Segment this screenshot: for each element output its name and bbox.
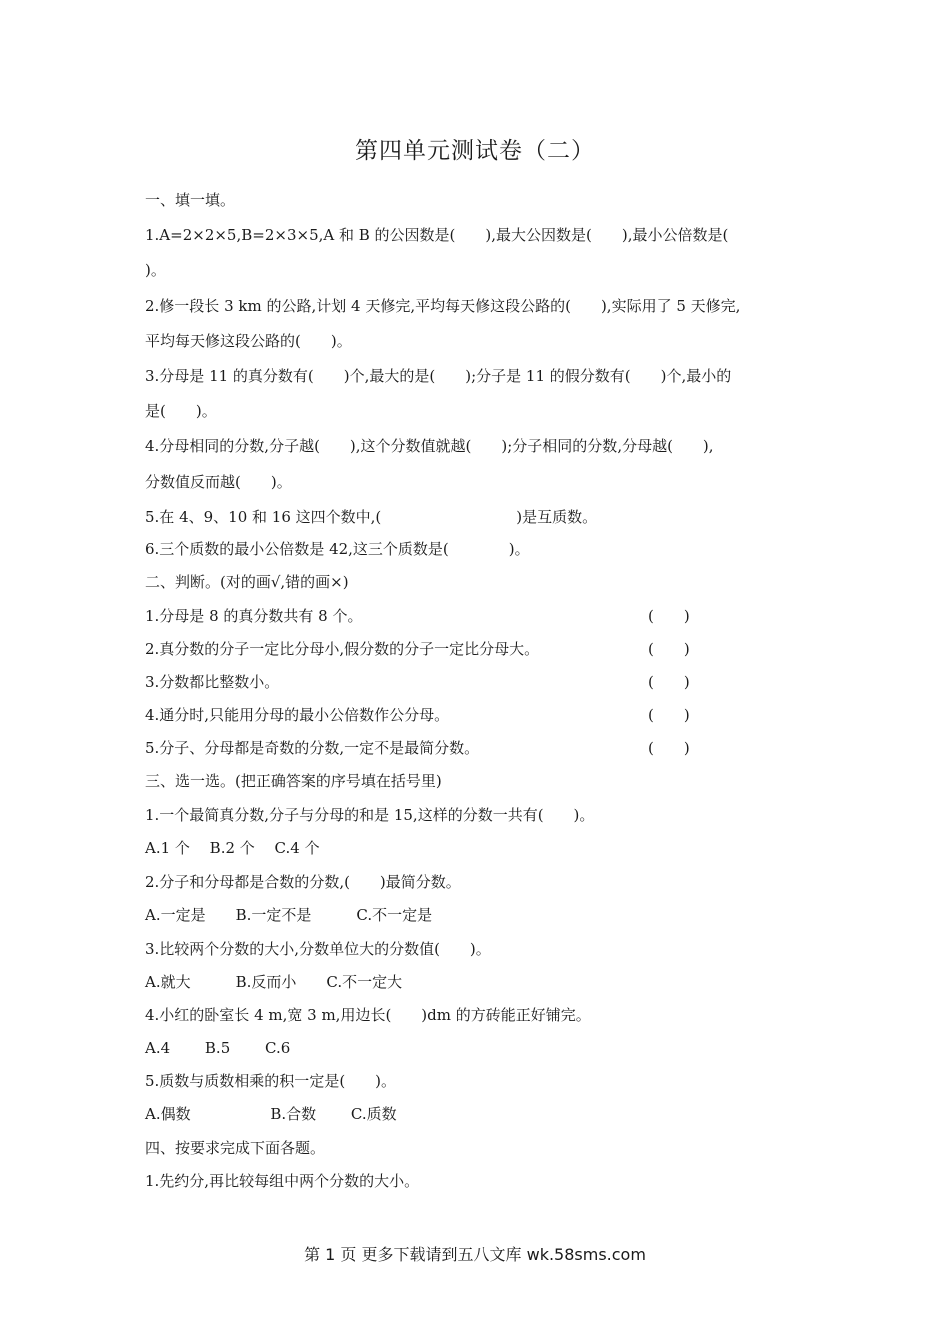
s3-q1: 1.一个最简真分数,分子与分母的和是 15,这样的分数一共有( )。 bbox=[145, 806, 595, 824]
s1-q1-line2: )。 bbox=[145, 261, 166, 279]
section3-heading: 三、选一选。(把正确答案的序号填在括号里) bbox=[145, 772, 442, 790]
s3-q1-options: A.1 个 B.2 个 C.4 个 bbox=[145, 839, 320, 857]
s3-q2: 2.分子和分母都是合数的分数,( )最简分数。 bbox=[145, 873, 461, 891]
s3-q5-options: A.偶数 B.合数 C.质数 bbox=[145, 1105, 397, 1123]
section1-heading: 一、填一填。 bbox=[145, 191, 236, 209]
s3-q2-options: A.一定是 B.一定不是 C.不一定是 bbox=[145, 906, 433, 924]
s2-item-5: 5.分子、分母都是奇数的分数,一定不是最简分数。 bbox=[145, 739, 480, 757]
s1-q2-line1: 2.修一段长 3 km 的公路,计划 4 天修完,平均每天修这段公路的( ),实际用了 5 天修完, bbox=[145, 297, 741, 315]
s1-q5: 5.在 4、9、10 和 16 这四个数中,( )是互质数。 bbox=[145, 508, 598, 526]
s1-q1-line1: 1.A=2×2×5,B=2×3×5,A 和 B 的公因数是( ),最大公因数是( ),最小公倍数是( bbox=[145, 226, 729, 244]
page-footer: 第 1 页 更多下载请到五八文库 wk.58sms.com bbox=[304, 1245, 646, 1264]
page-title: 第四单元测试卷（二） bbox=[355, 138, 595, 164]
s3-q3-options: A.就大 B.反而小 C.不一定大 bbox=[145, 973, 403, 991]
s1-q4-line2: 分数值反而越( )。 bbox=[145, 473, 292, 491]
s2-item-4: 4.通分时,只能用分母的最小公倍数作公分母。 bbox=[145, 706, 450, 724]
s1-q3-line1: 3.分母是 11 的真分数有( )个,最大的是( );分子是 11 的假分数有( )个,最小的 bbox=[145, 367, 732, 385]
s2-answer-paren-5: ( ) bbox=[648, 739, 690, 757]
s2-answer-paren-1: ( ) bbox=[648, 607, 690, 625]
s2-item-2: 2.真分数的分子一定比分母小,假分数的分子一定比分母大。 bbox=[145, 640, 540, 658]
s2-item-3: 3.分数都比整数小。 bbox=[145, 673, 280, 691]
s1-q4-line1: 4.分母相同的分数,分子越( ),这个分数值就越( );分子相同的分数,分母越( ), bbox=[145, 437, 714, 455]
s2-answer-paren-4: ( ) bbox=[648, 706, 690, 724]
s2-answer-paren-2: ( ) bbox=[648, 640, 690, 658]
section4-heading: 四、按要求完成下面各题。 bbox=[145, 1139, 326, 1157]
s2-item-1: 1.分母是 8 的真分数共有 8 个。 bbox=[145, 607, 363, 625]
s4-q1: 1.先约分,再比较每组中两个分数的大小。 bbox=[145, 1172, 420, 1190]
s2-answer-paren-3: ( ) bbox=[648, 673, 690, 691]
s3-q3: 3.比较两个分数的大小,分数单位大的分数值( )。 bbox=[145, 940, 491, 958]
s3-q4: 4.小红的卧室长 4 m,宽 3 m,用边长( )dm 的方砖能正好铺完。 bbox=[145, 1006, 591, 1024]
s1-q6: 6.三个质数的最小公倍数是 42,这三个质数是( )。 bbox=[145, 540, 530, 558]
s1-q3-line2: 是( )。 bbox=[145, 402, 217, 420]
s1-q2-line2: 平均每天修这段公路的( )。 bbox=[145, 332, 352, 350]
s3-q5: 5.质数与质数相乘的积一定是( )。 bbox=[145, 1072, 397, 1090]
section2-heading: 二、判断。(对的画√,错的画×) bbox=[145, 573, 349, 591]
s3-q4-options: A.4 B.5 C.6 bbox=[145, 1039, 291, 1057]
